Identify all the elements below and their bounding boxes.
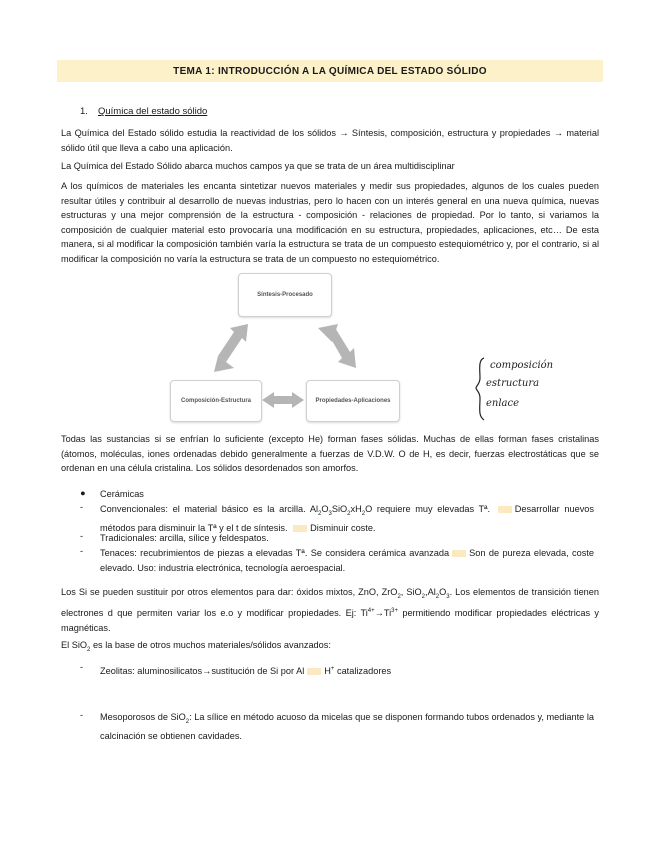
paragraph-text: O bbox=[439, 587, 447, 597]
paragraph-text: , SiO bbox=[400, 587, 422, 597]
list-item-text: Desarrollar nuevos métodos para disminuir la Tª y el t de síntesis. bbox=[100, 504, 595, 534]
subscript: 2 bbox=[435, 593, 440, 600]
superscript: 4+ bbox=[367, 608, 375, 615]
dash-marker: - bbox=[80, 546, 84, 556]
diagram-arrows bbox=[160, 268, 410, 428]
subscript: 2 bbox=[361, 510, 366, 517]
subscript: 3 bbox=[446, 593, 450, 600]
list-item-text: xH bbox=[350, 504, 362, 514]
paragraph-text: El SiO bbox=[61, 640, 88, 650]
dash-marker: - bbox=[80, 531, 84, 541]
paragraph: Todas las sustancias si se enfrían lo suficiente (excepto He) forman fases sólidas. Muchas de ellas forman fases cristalinas (átomos, moléculas, iones ordenadas debido generalmente a fuerzas de V.D.W. O de H, es decir, fuerzas electrostáticas que se ordenan en una célula cristalina. Los sólidos desordenados son amorfos. bbox=[61, 434, 599, 474]
superscript: 3+ bbox=[391, 608, 398, 615]
section-label: Química del estado sólido bbox=[98, 106, 208, 117]
paragraph: La Química del Estado Sólido abarca muchos campos ya que se trata de un área multidisciplinar bbox=[61, 161, 455, 171]
arrow-horizontal bbox=[262, 392, 304, 408]
list-item-text: O requiere muy elevadas Tª. bbox=[365, 504, 491, 514]
list-item bbox=[100, 710, 594, 744]
list-item-text: Tenaces: recubrimientos de piezas a elevadas Tª. Se considera cerámica avanzada bbox=[100, 548, 450, 558]
list-item-text: Mesoporosos de SiO bbox=[100, 712, 186, 722]
subscript: 3 bbox=[328, 510, 332, 517]
page-title-text: TEMA 1: INTRODUCCIÓN A LA QUÍMICA DEL ESTADO SÓLIDO bbox=[173, 65, 487, 77]
bullet-dot: ● bbox=[80, 488, 86, 498]
diagram-box-properties-label: Propiedades-Aplicaciones bbox=[315, 398, 391, 404]
list-item-text: Disminuir coste. bbox=[310, 523, 376, 534]
paragraph-text: permitiendo modificar propiedades eléctricas y magnéticas. bbox=[61, 608, 599, 634]
list-item-text: H bbox=[324, 666, 331, 677]
handwritten-note bbox=[474, 354, 564, 424]
subscript: 2 bbox=[397, 593, 401, 600]
highlight-arrow-icon bbox=[498, 506, 512, 513]
page-title bbox=[57, 60, 603, 82]
subscript: 2 bbox=[347, 510, 351, 517]
subscript: 2 bbox=[185, 718, 190, 725]
superscript: + bbox=[330, 666, 335, 672]
section-heading bbox=[80, 106, 207, 117]
list-item-text: : La sílice en método acuoso da micelas que se disponen formando tubos ordenados y, mediante la calcinación se obtienen cavidades. bbox=[100, 712, 594, 742]
handwritten-word: composición bbox=[490, 360, 554, 371]
paragraph: La Química del Estado sólido estudia la reactividad de los sólidos → Síntesis, composición, estructura y propiedades → material sólido útil que lleva a cabo una aplicación. bbox=[61, 128, 599, 153]
list-item-text: SiO bbox=[331, 504, 348, 514]
paragraph bbox=[61, 585, 599, 636]
paragraph: A los químicos de materiales les encanta sintetizar nuevos materiales y medir sus propiedades, algunos de los cuales pueden resultar útiles y contribuir al desarrollo de nuevas industrias, pero lo hacen con un interés general en una nueva química, nuevas estructuras y una mejor comprensión de la estructura - composición - relaciones de propiedad. Por lo tanto, si variamos la composición de cualquier material esto provocaría una modificación en su estructura, propiedades, aplicaciones, etc… De esta manera, si al modificar la composición también varía la estructura se trata de un compuesto estequiométrico y, por el contrario, si al modificar la composición no varía la estructura se trata de un compuesto no estequiométrico. bbox=[61, 181, 599, 264]
paragraph-text: ,Al bbox=[425, 587, 436, 597]
cycle-diagram bbox=[160, 268, 410, 428]
highlight-arrow-icon bbox=[452, 550, 466, 557]
list-item bbox=[100, 546, 594, 575]
subscript: 2 bbox=[318, 510, 322, 517]
list-item: Tradicionales: arcilla, sílice y feldespatos. bbox=[100, 533, 269, 543]
list-item-text: Son de pureza elevada, coste elevado. Uso: industria electrónica, tecnología aeroespacial. bbox=[100, 548, 594, 573]
handwritten-word: estructura bbox=[486, 378, 540, 389]
paragraph-text: es la base de otros muchos materiales/sólidos avanzados: bbox=[90, 640, 331, 650]
paragraph-text: →Ti bbox=[374, 608, 392, 619]
list-item-text: catalizadores bbox=[334, 666, 392, 677]
handwritten-brace bbox=[476, 358, 484, 420]
dash-marker: - bbox=[80, 710, 84, 720]
list-heading: Cerámicas bbox=[100, 489, 144, 499]
list-item-text: O bbox=[321, 504, 329, 514]
diagram-box-composition-label: Composición-Estructura bbox=[180, 398, 251, 404]
list-item bbox=[100, 662, 594, 679]
paragraph-text: Los Si se pueden sustituir por otros elementos para dar: óxidos mixtos, ZnO, ZrO bbox=[61, 587, 398, 597]
highlight-arrow-icon bbox=[307, 668, 321, 675]
paragraph bbox=[61, 638, 599, 657]
dash-marker: - bbox=[80, 502, 84, 512]
subscript: 2 bbox=[87, 646, 91, 653]
list-item-text: Convencionales: el material básico es la arcilla. Al bbox=[100, 504, 318, 514]
handwritten-word: enlace bbox=[486, 398, 520, 409]
section-number: 1. bbox=[80, 106, 88, 117]
paragraph-text: . Los elementos de transición tienen electrones d que permiten variar los e.o y modificar propiedades. Ej: Ti bbox=[61, 587, 600, 619]
list-item-text: Zeolitas: aluminosilicatos→sustitución de Si por Al bbox=[100, 666, 305, 677]
arrow-left-diagonal bbox=[218, 324, 248, 362]
subscript: 2 bbox=[421, 593, 426, 600]
dash-marker: - bbox=[80, 662, 84, 672]
diagram-box-synthesis-label: Síntesis-Procesado bbox=[257, 292, 313, 298]
